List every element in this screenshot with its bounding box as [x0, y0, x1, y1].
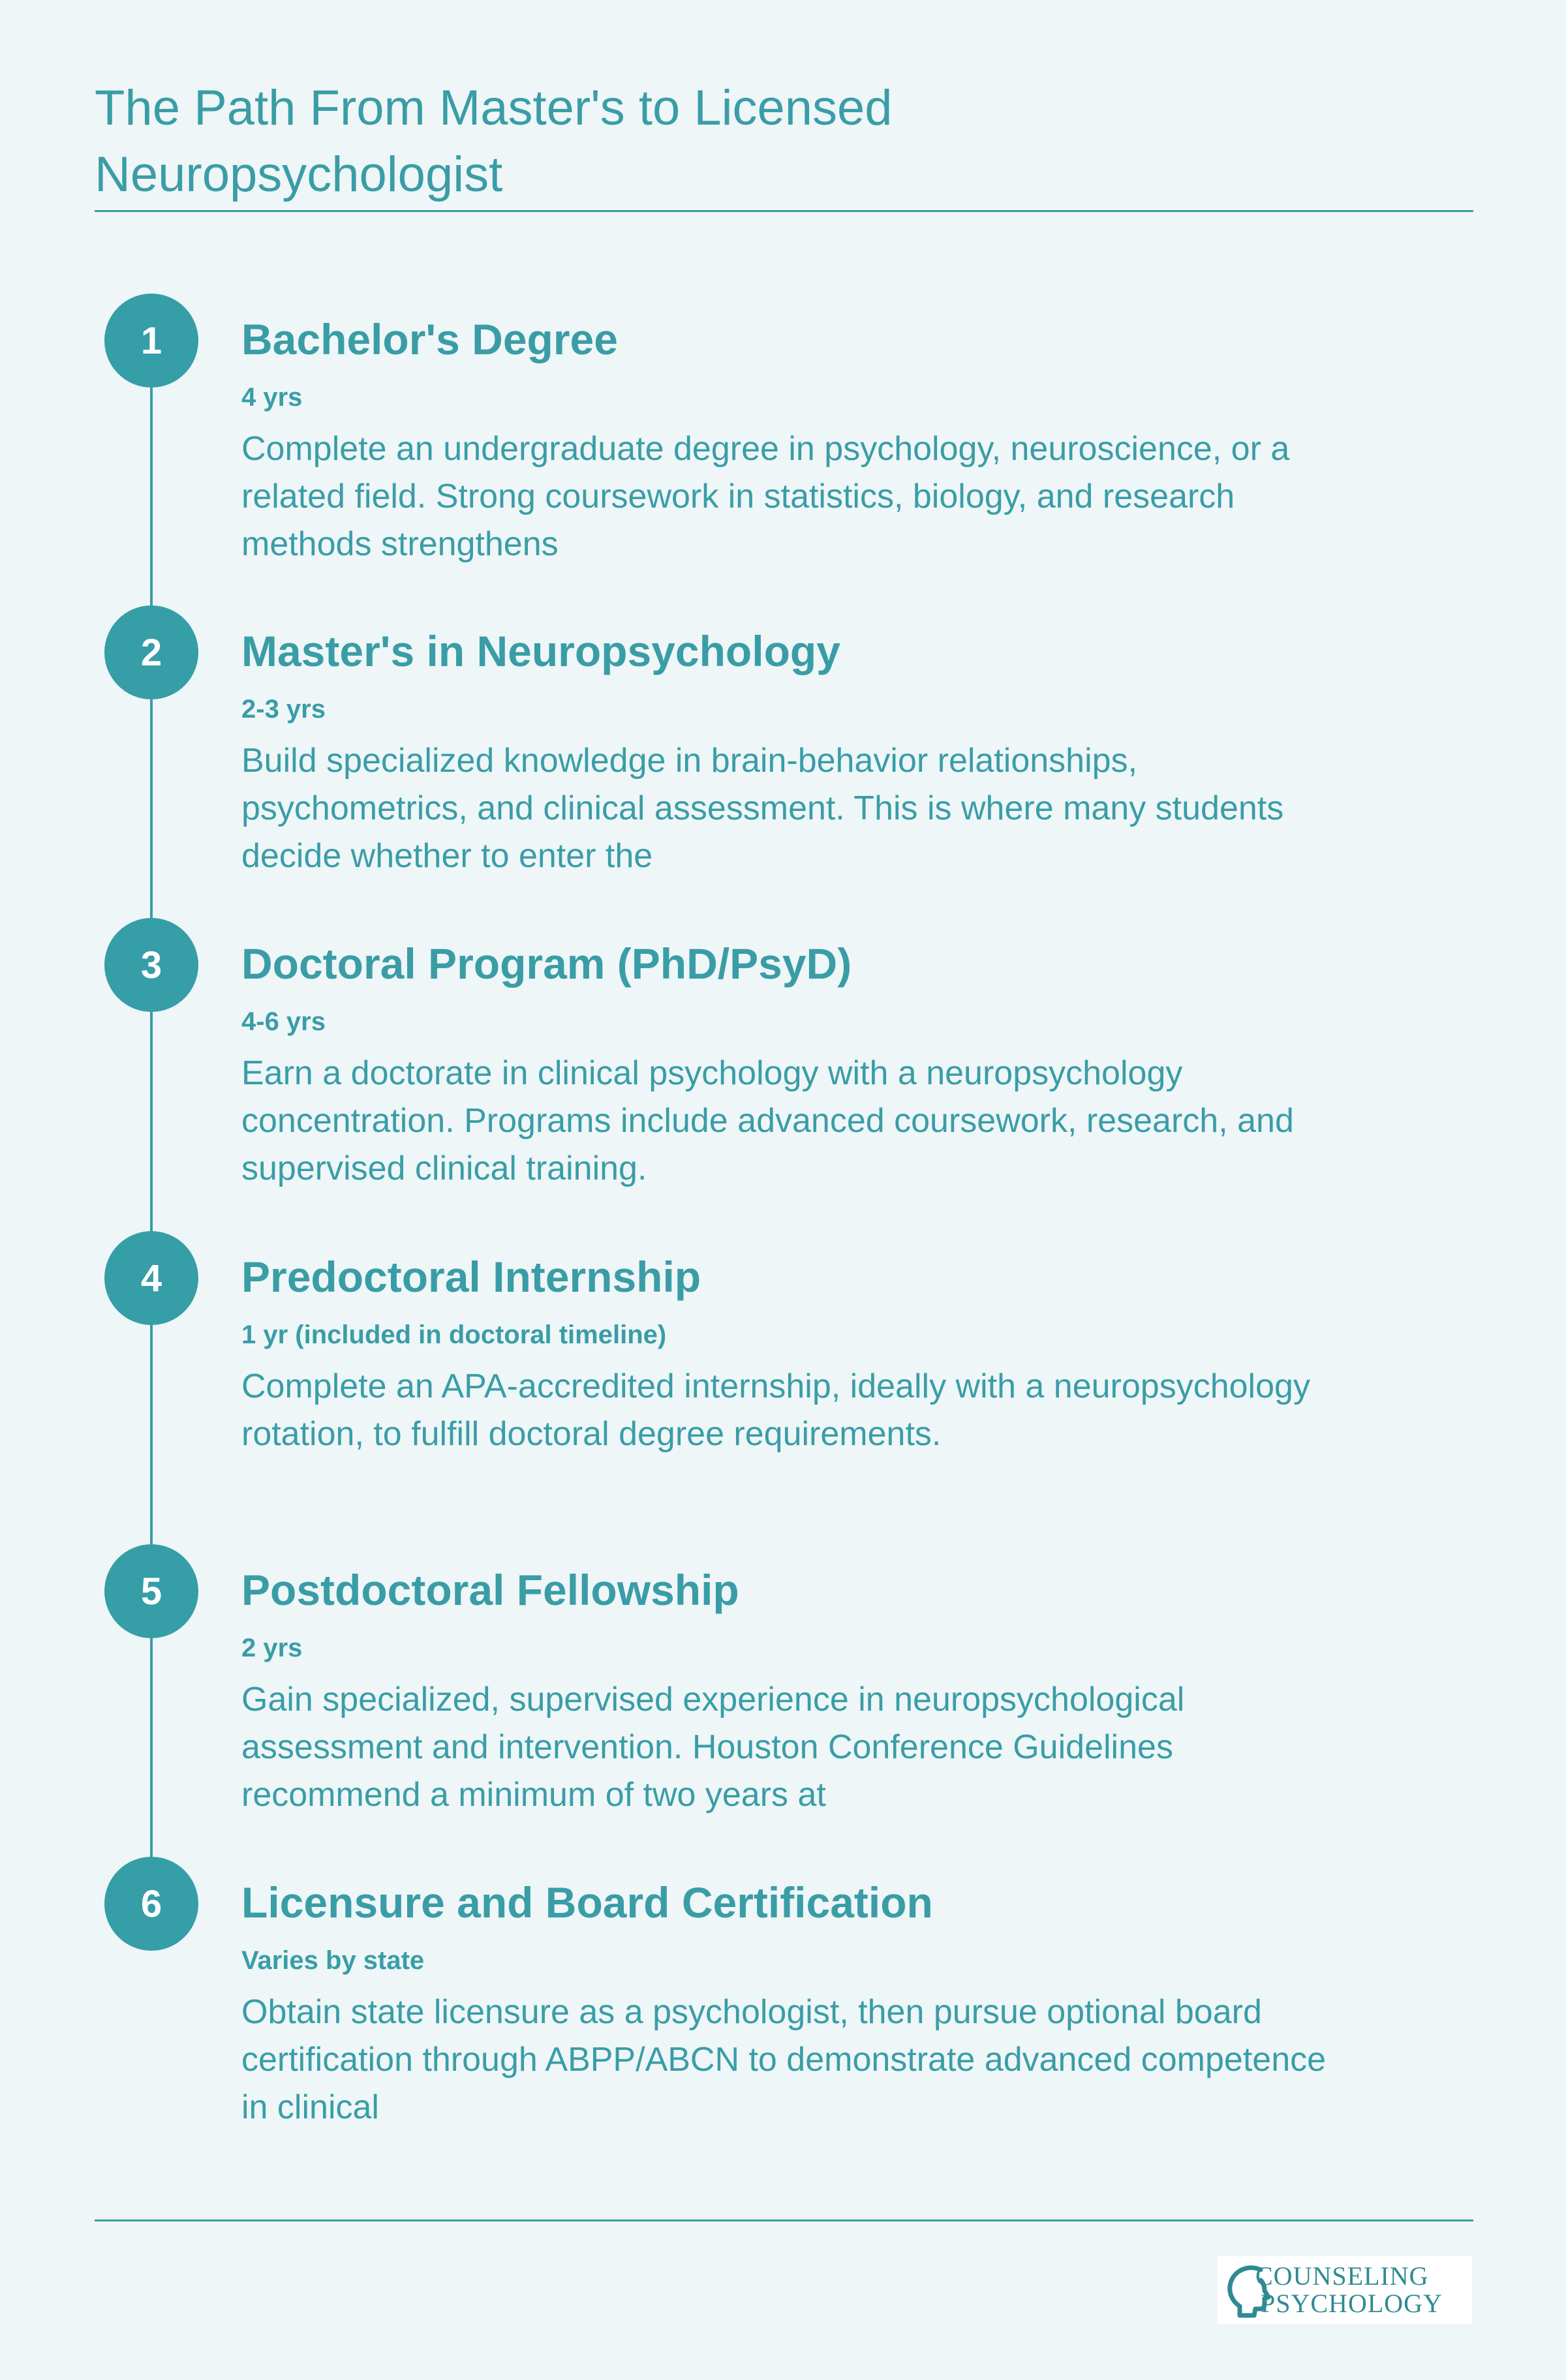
- step-title: Predoctoral Internship: [241, 1253, 701, 1301]
- logo-line-1: COUNSELING: [1255, 2261, 1429, 2291]
- step-number-badge: 3: [104, 918, 198, 1012]
- step-duration: 2-3 yrs: [241, 695, 326, 724]
- logo-wordmark: [1255, 2263, 1443, 2317]
- step-number-badge: 1: [104, 294, 198, 388]
- step-description: Gain specialized, supervised experience in neuropsychological assessment and intervention. Houston Conference Guidelines recommend a minimum of two years at: [241, 1681, 1185, 1814]
- timeline-connector: [150, 338, 153, 1917]
- page-title: The Path From Master's to Licensed Neuropsychologist: [95, 80, 893, 202]
- step-duration: 4 yrs: [241, 383, 303, 412]
- step-number-badge: 6: [104, 1857, 198, 1951]
- step-duration: Varies by state: [241, 1946, 425, 1975]
- step-title: Licensure and Board Certification: [241, 1878, 933, 1927]
- step-title: Master's in Neuropsychology: [241, 627, 840, 675]
- step-number-badge: 4: [104, 1231, 198, 1325]
- logo-line-2: PSYCHOLOGY: [1261, 2289, 1443, 2318]
- step-duration: 2 yrs: [241, 1634, 303, 1662]
- step-title: Postdoctoral Fellowship: [241, 1566, 739, 1614]
- counseling-psychology-logo: [1218, 2256, 1472, 2324]
- step-title: Doctoral Program (PhD/PsyD): [241, 939, 852, 988]
- header-divider: [95, 210, 1473, 212]
- step-title: Bachelor's Degree: [241, 315, 618, 363]
- step-description: Build specialized knowledge in brain-behavior relationships, psychometrics, and clinical assessment. This is where many students decide whether to enter the: [241, 742, 1284, 875]
- footer-divider: [95, 2220, 1473, 2221]
- step-description: Complete an APA-accredited internship, ideally with a neuropsychology rotation, to fulfill doctoral degree requirements.: [241, 1367, 1310, 1453]
- step-duration: 1 yr (included in doctoral timeline): [241, 1320, 667, 1349]
- step-duration: 4-6 yrs: [241, 1007, 326, 1036]
- step-number-badge: 5: [104, 1544, 198, 1638]
- step-description: Earn a doctorate in clinical psychology with a neuropsychology concentration. Programs include advanced coursework, research, and supervised clinical training.: [241, 1054, 1294, 1187]
- step-description: Obtain state licensure as a psychologist, then pursue optional board certification through ABPP/ABCN to demonstrate advanced competence in clinical: [241, 1993, 1327, 2126]
- step-number-badge: 2: [104, 605, 198, 699]
- step-description: Complete an undergraduate degree in psychology, neuroscience, or a related field. Strong coursework in statistics, biology, and research methods strengthens: [241, 430, 1290, 563]
